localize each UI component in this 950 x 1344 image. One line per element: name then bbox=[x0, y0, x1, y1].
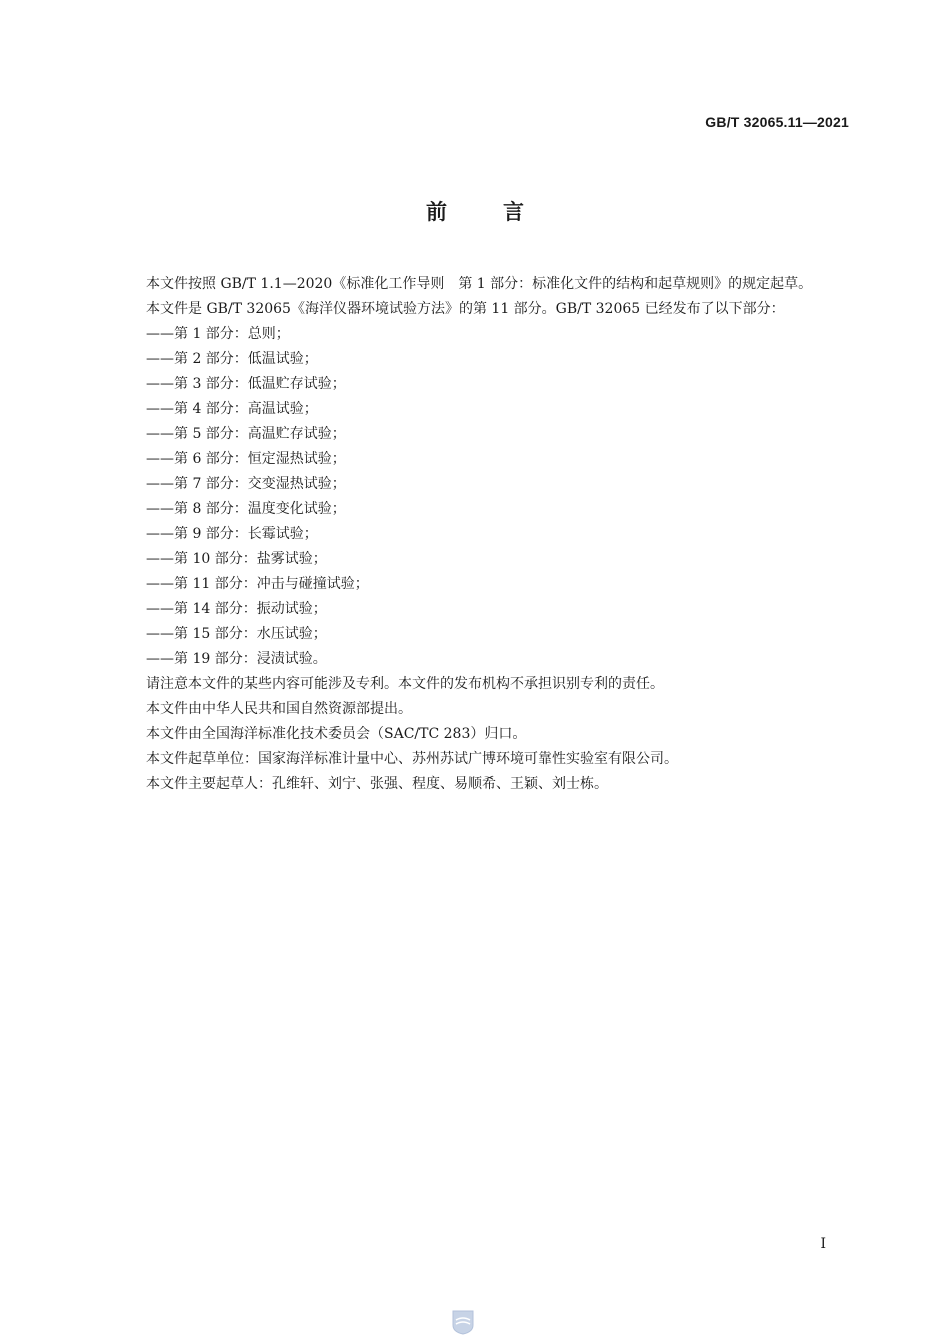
list-item: ——第 15 部分：水压试验； bbox=[146, 626, 327, 642]
list-item: ——第 6 部分：恒定湿热试验； bbox=[146, 451, 346, 467]
list-item: ——第 9 部分：长霉试验； bbox=[146, 526, 318, 542]
list-item: ——第 14 部分：振动试验； bbox=[146, 601, 327, 617]
list-item: ——第 8 部分：温度变化试验； bbox=[146, 501, 346, 517]
list-item: ——第 4 部分：高温试验； bbox=[146, 401, 318, 417]
list-item: ——第 19 部分：浸渍试验。 bbox=[146, 651, 327, 667]
foreword-body bbox=[116, 272, 850, 797]
standard-number: GB/T 32065.11—2021 bbox=[705, 114, 849, 130]
list-item: ——第 10 部分：盐雾试验； bbox=[146, 551, 327, 567]
paragraph-proposer: 本文件由中华人民共和国自然资源部提出。 bbox=[146, 701, 412, 717]
paragraph-series-intro: 本文件是 GB/T 32065《海洋仪器环境试验方法》的第 11 部分。GB/T 32065 已经发布了以下部分： bbox=[146, 301, 785, 317]
page-number: I bbox=[820, 1236, 826, 1252]
list-item: ——第 5 部分：高温贮存试验； bbox=[146, 426, 346, 442]
paragraph-drafting-rules: 本文件按照 GB/T 1.1—2020《标准化工作导则 第 1 部分：标准化文件的结构和起草规则》的规定起草。 bbox=[146, 276, 813, 292]
page-title: 前言 bbox=[426, 200, 580, 224]
list-item: ——第 11 部分：冲击与碰撞试验； bbox=[146, 576, 369, 592]
list-item: ——第 2 部分：低温试验； bbox=[146, 351, 318, 367]
paragraph-committee: 本文件由全国海洋标准化技术委员会（SAC/TC 283）归口。 bbox=[146, 726, 527, 742]
paragraph-drafting-units: 本文件起草单位：国家海洋标准计量中心、苏州苏试广博环境可靠性实验室有限公司。 bbox=[146, 751, 678, 767]
paragraph-drafters: 本文件主要起草人：孔维轩、刘宁、张强、程度、易顺希、王颖、刘士栋。 bbox=[146, 776, 608, 792]
list-item: ——第 3 部分：低温贮存试验； bbox=[146, 376, 346, 392]
list-item: ——第 1 部分：总则； bbox=[146, 326, 290, 342]
sac-logo-icon bbox=[449, 1308, 477, 1336]
paragraph-patent-notice: 请注意本文件的某些内容可能涉及专利。本文件的发布机构不承担识别专利的责任。 bbox=[146, 676, 664, 692]
parts-list bbox=[116, 322, 850, 672]
list-item: ——第 7 部分：交变湿热试验； bbox=[146, 476, 346, 492]
